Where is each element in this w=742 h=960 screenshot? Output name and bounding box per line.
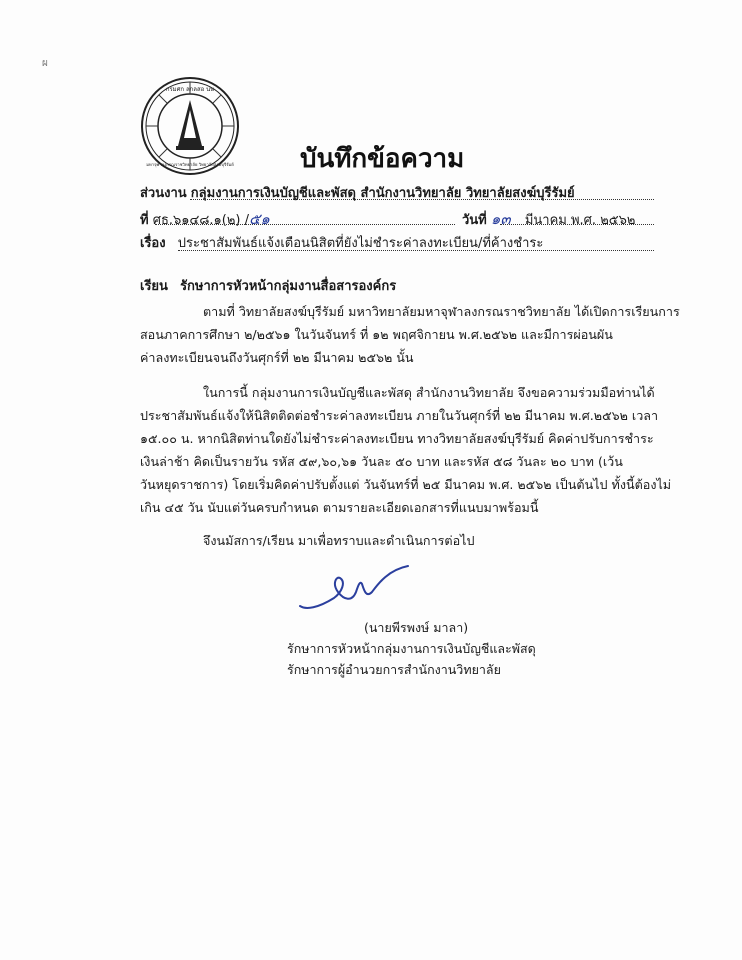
reference-value: ศธ.๖๑๔๘.๑(๒) / [152, 213, 250, 228]
department-label: ส่วนงาน [140, 186, 187, 201]
seal-bottom-text: มหาจุฬาลงกรณราชวิทยาลัย วิทยาลัยสงฆ์บุรีรัมย์ [146, 162, 234, 167]
date-label: วันที่ [462, 213, 487, 228]
para1-line3: ค่าลงทะเบียนจนถึงวันศุกร์ที่ ๒๒ มีนาคม ๒๕๖๒ นั้น [140, 350, 414, 365]
salutation-label: เรียน [140, 279, 168, 294]
salutation [140, 275, 396, 296]
closing-line: จึงนมัสการ/เรียน มาเพื่อทราบและดำเนินการต่อไป [203, 533, 475, 548]
subject-value: ประชาสัมพันธ์แจ้งเตือนนิสิตที่ยังไม่ชำระค่าลงทะเบียน/ที่ค้างชำระ [177, 236, 544, 251]
subject-label: เรื่อง [140, 236, 166, 251]
para1-line1: ตามที่ วิทยาลัยสงฆ์บุรีรัมย์ มหาวิทยาลัยมหาจุฬาลงกรณราชวิทยาลัย ได้เปิดการเรียนการ [203, 304, 680, 319]
department-dotline [190, 199, 654, 200]
para2-line5: วันหยุดราชการ) โดยเริ่มคิดค่าปรับตั้งแต่ วันจันทร์ที่ ๒๕ มีนาคม พ.ศ. ๒๕๖๒ เป็นต้นไป ทั้งนี้ต้องไม่ [140, 477, 672, 492]
para2-line1: ในการนี้ กลุ่มงานการเงินบัญชีและพัสดุ สำนักงานวิทยาลัย จึงขอความร่วมมือท่านได้ [203, 385, 655, 400]
date-field [462, 207, 635, 231]
seal-top-text: กรมศก ลกลสอ นษ [165, 86, 215, 93]
signer-name: (นายพีรพงษ์ มาลา) [364, 620, 469, 635]
college-seal-icon [140, 76, 240, 176]
reference-dotline [155, 224, 455, 225]
subject-dotline [178, 250, 654, 251]
signer-position-2: รักษาการผู้อำนวยการสำนักงานวิทยาลัย [287, 662, 501, 677]
para2-line3: ๑๕.๐๐ น. หากนิสิตท่านใดยังไม่ชำระค่าลงทะเบียน ทางวิทยาลัยสงฆ์บุรีรัมย์ คิดค่าปรับการชำระ [140, 431, 654, 446]
para1-line2: สอนภาคการศึกษา ๒/๒๕๖๑ ในวันจันทร์ ที่ ๑๒ พฤศจิกายน พ.ศ.๒๕๖๒ และมีการผ่อนผัน [140, 327, 613, 342]
signature-icon [296, 562, 426, 616]
memo-title: บันทึกข้อความ [300, 144, 465, 174]
signer-position-1: รักษาการหัวหน้ากลุ่มงานการเงินบัญชีและพัสดุ [287, 641, 536, 656]
corner-mark: ผ [42, 58, 48, 69]
reference-handwritten: ๕๑ [249, 210, 270, 228]
date-handwritten: ๑๓ [490, 210, 511, 228]
para2-line6: เกิน ๔๕ วัน นับแต่วันครบกำหนด ตามรายละเอียดเอกสารที่แนบมาพร้อมนี้ [140, 500, 539, 515]
salutation-value: รักษาการหัวหน้ากลุ่มงานสื่อสารองค์กร [180, 279, 397, 294]
reference-field [140, 207, 270, 231]
department-value: กลุ่มงานการเงินบัญชีและพัสดุ สำนักงานวิทยาลัย วิทยาลัยสงฆ์บุรีรัมย์ [190, 186, 575, 201]
para2-line4: เงินล่าช้า คิดเป็นรายวัน รหัส ๕๙,๖๐,๖๑ วันละ ๕๐ บาท และรหัส ๕๘ วันละ ๒๐ บาท (เว้น [140, 454, 623, 469]
date-dotline [500, 224, 654, 225]
para2-line2: ประชาสัมพันธ์แจ้งให้นิสิตติดต่อชำระค่าลงทะเบียน ภายในวันศุกร์ที่ ๒๒ มีนาคม พ.ศ.๒๕๖๒ เวลา [140, 408, 659, 423]
date-value: มีนาคม พ.ศ. ๒๕๖๒ [524, 213, 636, 228]
reference-label: ที่ [140, 213, 149, 228]
